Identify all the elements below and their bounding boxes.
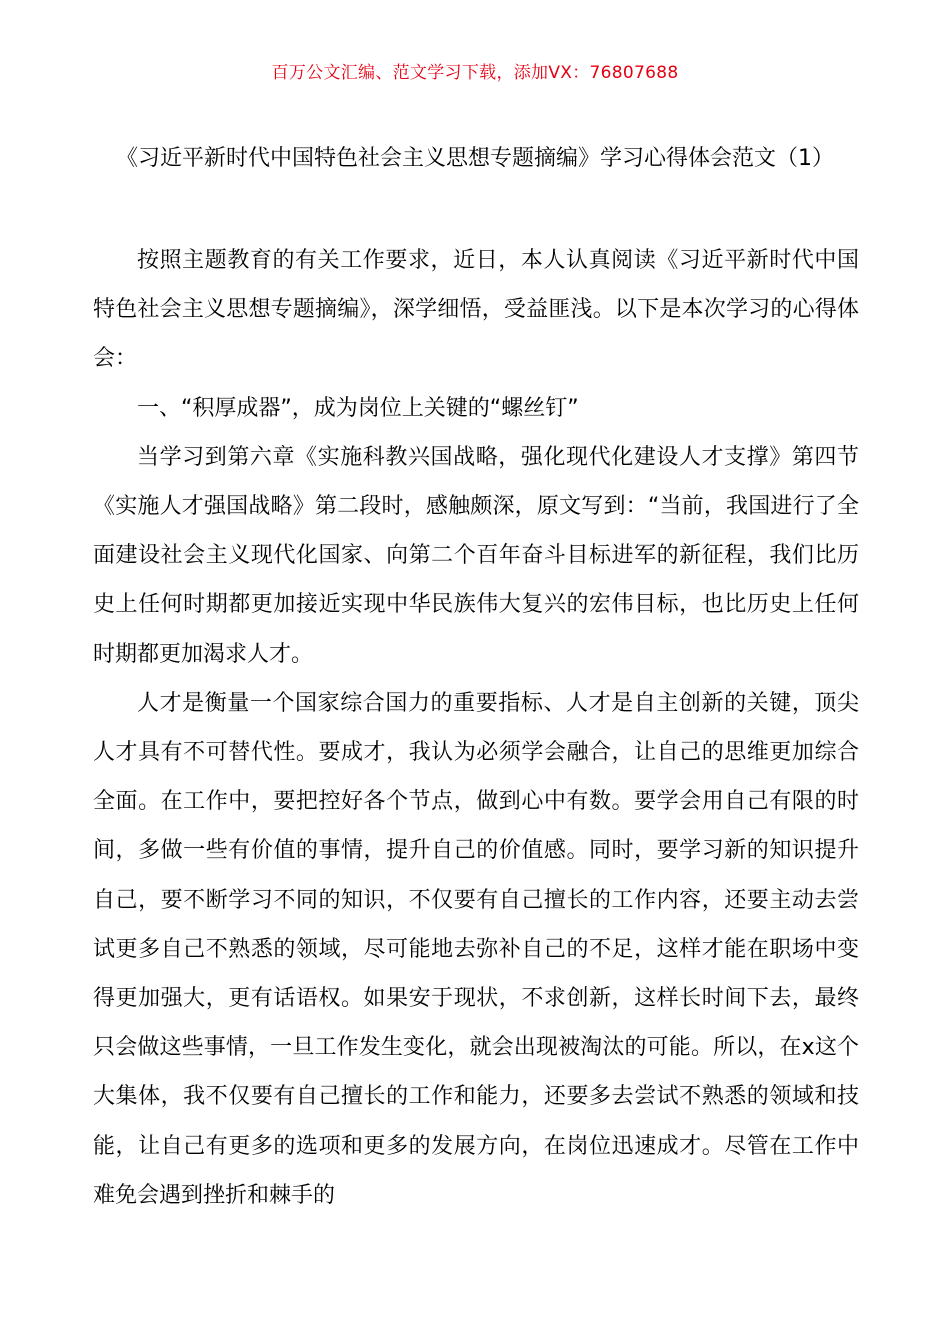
paragraph-intro: 按照主题教育的有关工作要求，近日，本人认真阅读《习近平新时代中国特色社会主义思想专题摘编》，深学细悟，受益匪浅。以下是本次学习的心得体会： bbox=[93, 248, 859, 372]
document-body bbox=[93, 236, 859, 1220]
document-title: 《习近平新时代中国特色社会主义思想专题摘编》学习心得体会范文（1） bbox=[116, 146, 834, 171]
paragraph-quote: 当学习到第六章《实施科教兴国战略，强化现代化建设人才支撑》第四节《实施人才强国战略》第二段时，感触颇深，原文写到：“当前，我国进行了全面建设社会主义现代化国家、向第二个百年奋斗目标进军的新征程，我们比历史上任何时期都更加接近实现中华民族伟大复兴的宏伟目标，也比历史上任何时期都更加渴求人才。 bbox=[93, 444, 859, 667]
section-heading: 一、“积厚成器”，成为岗位上关键的“螺丝钉” bbox=[137, 395, 579, 421]
watermark-header: 百万公文汇编、范文学习下载，添加VX：76807688 bbox=[271, 63, 679, 83]
paragraph-talent: 人才是衡量一个国家综合国力的重要指标、人才是自主创新的关键，顶尖人才具有不可替代性。要成才，我认为必须学会融合，让自己的思维更加综合全面。在工作中，要把控好各个节点，做到心中有数。要学会用自己有限的时间，多做一些有价值的事情，提升自己的价值感。同时，要学习新的知识提升自己，要不断学习不同的知识，不仅要有自己擅长的工作内容，还要主动去尝试更多自己不熟悉的领域，尽可能地去弥补自己的不足，这样才能在职场中变得更加强大，更有话语权。如果安于现状，不求创新，这样长时间下去，最终只会做这些事情，一旦工作发生变化，就会出现被淘汰的可能。所以，在x这个大集体，我不仅要有自己擅长的工作和能力，还要多去尝试不熟悉的领域和技能，让自己有更多的选项和更多的发展方向，在岗位迅速成才。尽管在工作中难免会遇到挫折和棘手的 bbox=[93, 690, 859, 1208]
